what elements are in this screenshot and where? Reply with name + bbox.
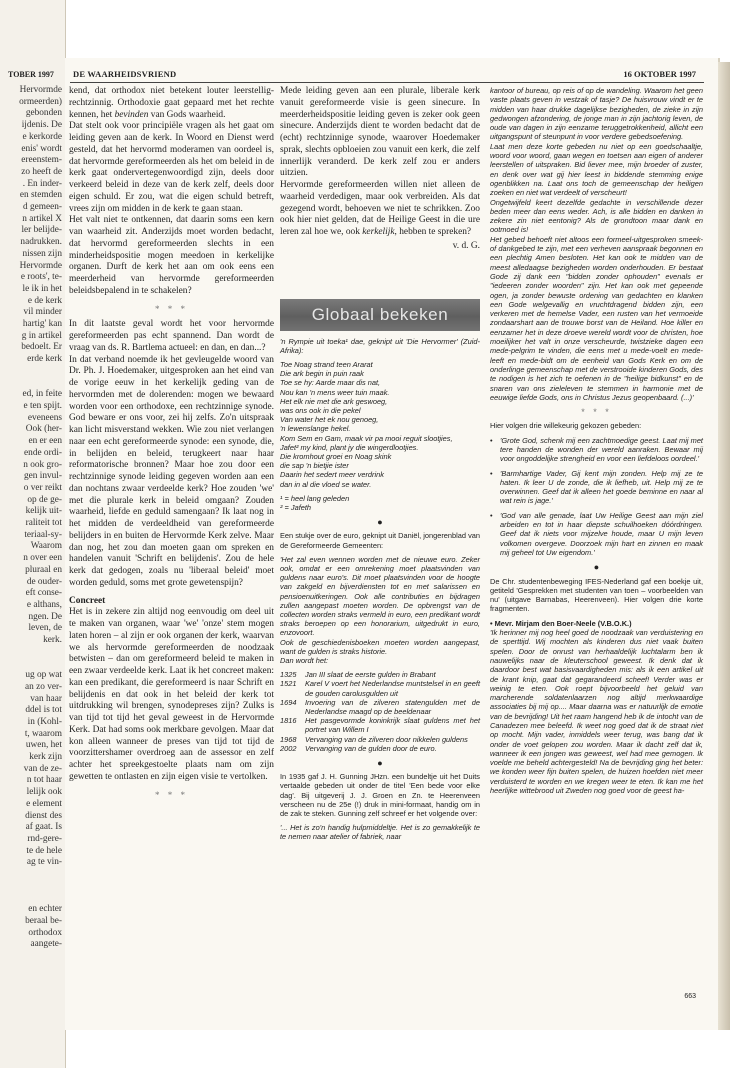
spine-line: zo heeft de xyxy=(21,166,62,177)
column-left xyxy=(69,86,274,805)
spine-line: pluraal en xyxy=(25,564,62,575)
poem: Toe Noag strand teen Ararat Die ark begin in puin raak Toe se hy: Aarde maar dis nat, Nou kan 'n mens weer tuin maak. Het elk nie met die ark geswoeg, was ons ook in die pekel Van water het ek nou genoeg, 'n lewenslange hekel. Kom Sem en Gam, maak vir pa mooi reguit slootjies, Jafet² my kind, plant jy die wingerdlootjies. Die kromhout groei en Noag skink die sap 'n bietjie ister Daarin het sedert meer verdrink dan in al die vloed se water. xyxy=(280,359,453,489)
spine-line xyxy=(0,658,62,670)
spine-line xyxy=(0,869,62,881)
spine-line: bedoelt. Er xyxy=(21,342,62,353)
section-divider: * * * xyxy=(581,407,612,418)
previous-page-spine xyxy=(0,0,66,1068)
paragraph: In dat verband noemde ik het gevleugelde woord van Dr. Ph. J. Hoedemaker, uitgesproken aan het eind van de vorige eeuw in het kerkelijk geding van de hervormden met de dolerenden: mogen we bewaard worden voor een orthodoxe, een rechtzinnige synode. God beware er ons voor, zei hij zelfs. Zo'n uitspraak kan licht misverstand wekken. Wie zou niet verlangen naar een echt gereformeerde synode: een synode, die, in belijden en beleid, terugkeert naar haar reformatorische bronnen? Maar hoe zou door een rechtzinnige synode leiding gegeven worden aan een dan nochtans zwaar verdeelde kerk? Hoe zouden 'we' met die plurale kerk in beleid omgaan? Zouden waarheid, liefde en geduld samengaan? Ik laat nog in het midden de verdeeldheid van gereformeerde belijders in en buiten de Hervormde Kerk zelve. Maar dan nog, het zou dan moeten gaan om spreken en handelen vanuit 'Schrift en belijdenis'. Zou de hele kerk dat gedogen, zoals nu 'liberaal beleid' moet worden geduld, soms met grote gewetenspijn? xyxy=(69,354,274,588)
prayer-text: 'Grote God, schenk mij een zachtmoedige geest. Laat mij met tere handen de wonden der wereld aanraken. Bewaar mij voor ongoddelijke strengheid en voor een liefdeloos oordeel.' xyxy=(500,435,703,464)
section-banner: Globaal bekeken xyxy=(280,299,480,331)
spine-line: d gemeen- xyxy=(23,202,62,213)
timeline-row xyxy=(280,670,480,679)
spine-line: in (Kohl- xyxy=(27,716,62,727)
spine-line: hartig' kan xyxy=(22,319,62,330)
spine-line: van de ze- xyxy=(23,763,62,774)
spine-line: n artikel X xyxy=(22,213,62,224)
spine-line: erde kerk xyxy=(27,354,62,365)
poem-intro: 'n Rympie uit toeka¹ dae, geknipt uit 'Die Hervormer' (Zuid-Afrika): xyxy=(280,336,480,355)
header-rule xyxy=(70,82,704,83)
spine-line: e ten spijt. xyxy=(23,400,62,411)
bullet-icon: • xyxy=(490,468,493,478)
spine-line: an zo ver- xyxy=(25,681,62,692)
spine-line: af gaat. Is xyxy=(25,822,62,833)
list-item xyxy=(490,469,703,506)
spine-line: vil minder xyxy=(23,307,62,318)
spine-line: kerk zijn xyxy=(29,752,62,763)
quote: kantoor of bureau, op reis of op de wandeling. Waarom het geen vaste plaats geven in vestzak of tasje? De huisvrouw vindt er te midden van haar drukke dagelijkse bezigheden, de zieke in zijn gedwongen afzondering, de jonge man in zijn jachtorig leven, de oude van dagen in zijn eenzame teruggetrokkenheid, allicht een uitgangspunt of steunpunt in voor verdere gebedsoefening. Laat men deze korte gebeden nu niet op een goedschaaltje, woord voor woord, gaan wegen en toetsen aan eigen of anderer leerstellen of uitspraken. Bid liever mee, mijn broeder of zuster, en denk over wat gij hier leest in biddende stemming enige ogenblikken na. Laat ons toch de gemeenschap der heiligen zoeken en niet wat verdeelt of verscheurt! Ongetwijfeld keert dezelfde gedachte in verschillende dezer beden meer dan eens weder. Ach, is alle bidden en danken in zekere zin niet eentonig? Als de grondtoon maar dank en ootmoed is! Het gebed behoeft niet altoos een formeel-uitgesproken smeek- of dankgebed te zijn, met een verheven aanspraak begonnen en een plechtig Amen besloten. Het kan ook te midden van de meest alledaagse bezigheden worden onderhouden. Er bestaat Gode zij dank een "bidden zonder ophouden" evenals er "iedeeren zonder woorden" zijn. Het kan ook met gepeende ogen, ja zonder bewuste ordening van gedachten en klanken een Gode welgevallig en vruchtdragend bidden zijn, een verkeren met de hemelse Vader, een rusten van het vermoeide zondaarshart aan de trouwe borst van de Heiland. Hoe killer en eenzamer het in deze droeve wereld wordt voor de christen, hoe moeilijker het valt in onze verscheurde, twistzieke dagen een mede-pelgrim te vinden, die eens met u mede-voelt en mede-leeft en mede-bidt om de eenheid van Gods Kerk en om de onderlinge gemeenschap met de verstrooide kinderen Gods, des te nodigen is het zich te oefenen in de "heilige bidkunst" en de snaren van ons zieleleven te stemmen in harmonie met de eeuwige liefde Gods, ons in Christus Jezus geopenbaard. (...)' xyxy=(490,86,703,402)
spine-line: eveneens xyxy=(27,412,62,423)
list-item xyxy=(490,436,703,464)
timeline-row xyxy=(280,735,480,744)
paragraph: In 1935 gaf J. H. Gunning JHzn. een bundeltje uit het Duits vertaalde gebeden uit onder de titel 'Een bede voor elke dag'. Bij uitgeverij J. J. Groen en Zn. te Heerenveen verscheen nu de 25e (!) druk in mini-formaat, handig om in de zak te steken. Gunning zelf schreef er het volgende over: xyxy=(280,772,480,819)
newspaper-page xyxy=(65,58,720,1030)
spine-line: orthodox xyxy=(28,927,62,938)
spine-line: ngen. De xyxy=(28,611,62,622)
spine-line: n tot haar xyxy=(26,775,62,786)
spine-line: nadrukken. xyxy=(20,237,62,248)
spine-line: Waarom xyxy=(30,541,62,552)
spine-line: teriaal-sy- xyxy=(24,529,62,540)
timeline xyxy=(280,670,480,753)
spine-line: . En inder- xyxy=(22,178,62,189)
timeline-row xyxy=(280,744,480,753)
publication-date: 16 OKTOBER 1997 xyxy=(623,69,696,79)
paragraph: Hier volgen drie willekeurig gekozen gebeden: xyxy=(490,421,642,431)
spine-line: Hervormde xyxy=(19,85,62,95)
column-middle xyxy=(280,86,480,842)
paragraph: Het valt niet te ontkennen, dat daarin soms een kern van waarheid zit. Anderzijds moet worden bedacht, dat hervormd gereformeerden slechts in een minderheidspositie mogen meedoen in kerkelijke organen. Durft de kerk het aan om ook eens een meerderheid van hervormde gereformeerden beleidsbepalend in te schakelen? xyxy=(69,215,274,296)
paragraph: Mede leiding geven aan een plurale, liberale kerk vanuit gereformeerde visie is geen sinecure. In meerderheidspositie leiding geven is zeker ook geen sinecure. Anderzijds dient te worden bedacht dat de (echt) rechtzinnige synode, waarover Hoedemaker sprak, slechts opbloeien zou vanuit een kerk, die zelf innerlijk veranderd. De kerk zelf zou er anders uitzien. xyxy=(280,86,480,179)
spine-line: en echter xyxy=(28,904,62,915)
spine-line: eft conse- xyxy=(25,588,62,599)
quote: '... Het is zo'n handig hulpmiddeltje. Het is zo gemakkelijk te te nemen naar atelier of fabriek, naar xyxy=(280,823,480,842)
paragraph: Een stukje over de euro, geknipt uit Daniël, jongerenblad van de Gereformeerde Gemeenten: xyxy=(280,531,480,550)
timeline-year: 1325 xyxy=(280,670,297,680)
timeline-row xyxy=(280,679,480,697)
timeline-year: 1694 xyxy=(280,697,297,707)
prayer-text: 'God van alle genade, laat Uw Heilige Geest aan mijn ziel arbeiden en tot in haar diepste schuilhoeken dóórdringen. Geef dat ik niets voor mijzelve houde, maar U mijn leven volkomen overgeve. Doorzoek mijn hart en zinnen en maak mij geheel tot Uw eigendom.' xyxy=(500,510,703,557)
spine-line: gebonden xyxy=(25,108,62,119)
timeline-event: Invoering van de zilveren statengulden met de Nederlandse maagd op de beeldenaar xyxy=(305,697,480,717)
spine-line: gen invul- xyxy=(24,471,62,482)
timeline-year: 1968 xyxy=(280,734,297,744)
timeline-row xyxy=(280,698,480,716)
spine-line xyxy=(0,378,62,390)
subheading: Concreet xyxy=(69,595,106,606)
spine-line: ereenstem- xyxy=(21,155,62,166)
spine-line: en stemden xyxy=(19,190,62,201)
spine-line: e de kerk xyxy=(27,295,62,306)
page-number: 663 xyxy=(684,993,696,1000)
section-divider: * * * xyxy=(155,303,188,314)
spine-line: ag te vin- xyxy=(26,857,62,868)
footnotes: ¹ = heel lang geleden ² = Jafeth xyxy=(280,493,350,512)
spine-line: ijdenis. De xyxy=(21,120,62,131)
spine-line: beraal be- xyxy=(25,915,62,926)
author-signature: v. d. G. xyxy=(452,240,480,251)
previous-page-header: TOBER 1997 xyxy=(8,70,54,79)
timeline-year: 2002 xyxy=(280,743,297,753)
paragraph: kend, dat orthodox niet betekent louter leerstellig-rechtzinnig. Orthodoxie gaat gepaard met het rechte kennen, het bevinden van Gods waarheid. xyxy=(69,86,274,120)
spine-line: lelijk ook xyxy=(26,787,62,798)
spine-line: e althans, xyxy=(26,599,62,610)
spine-line: en er een xyxy=(28,436,62,447)
spine-line: enis' wordt xyxy=(21,143,62,154)
timeline-event: Jan III slaat de eerste gulden in Brabant xyxy=(305,670,436,680)
spine-line: nissen zijn xyxy=(22,248,62,259)
spine-line: e roots', te- xyxy=(20,272,62,283)
quote: 'Ik herinner mij nog heel goed de noodzaak van verduistering en de sperttijd. Wij mochten als kinderen dus niet vaak buiten spelen. Door de onrust van herhaaldelijk luchtalarm ben ik nauwelijks naar de kleuterschool geweest. Ik denk dat ik daardoor best wat basisvaardigheden mis: als ik een artikel uit de krant knip, gaat dat gegarandeerd scheef! Verder was er weinig te eten. Ook roept bijvoorbeeld het geluid van marcherende soldatenlaarzen nog altijd merkwaardige associaties bij mij op.... Maar daarna was er natuurlijk de emotie van de bevrijding! Uit het raam hangend heb ik de intocht van de Canadezen mee beleefd. Ik weet nog goed dat ik de straat niet op mocht. Mijn vader, inmiddels weer terug, was bang dat ik onder de voet gelopen zou worden. Maar ik dacht zelf dat ik, wanneer ik een jongen was geweest, wel had mee gemogen. Ik voelde me beheld achtergesteld! Na de bevrijding ging het beter: we konden weer fijn buiten spelen, de huizen hoefden niet meer verduisterd te worden en we kregen weer te eten. Ik kan me het heerlijke wittebrood uit Zweden nog goed voor de geest ha- xyxy=(490,628,703,796)
spine-line: aangete- xyxy=(30,939,62,950)
page-edge xyxy=(718,62,730,1030)
separator-dot: ● xyxy=(377,758,383,769)
spine-line: dienst des xyxy=(25,810,62,821)
paragraph: In dit laatste geval wordt het voor hervormde gereformeerden pas echt spannend. Dan wordt de vraag van ds. R. Bartlema actueel: en dan, en dan...? xyxy=(69,319,274,353)
spine-line: n over een xyxy=(23,553,62,564)
spine-line: g in artikel xyxy=(21,330,62,341)
spine-line: kelijk uit- xyxy=(25,506,62,517)
list-item xyxy=(490,511,703,557)
column-right xyxy=(490,86,703,795)
spine-line: le ik in het xyxy=(22,283,62,294)
spine-line: n ook gro- xyxy=(23,459,62,470)
timeline-year: 1816 xyxy=(280,716,297,726)
spine-line: Hervormde xyxy=(19,260,62,271)
bullet-icon: • xyxy=(490,435,493,445)
spine-line: de ouder- xyxy=(26,576,62,587)
prayer-list xyxy=(490,436,703,558)
timeline-event: Vervanging van de zilveren door nikkelen guldens xyxy=(305,734,468,744)
timeline-row xyxy=(280,716,480,734)
spine-line: ug op wat xyxy=(25,670,62,681)
paragraph: De Chr. studentenbeweging IFES-Nederland gaf een boekje uit, getiteld 'Gesprekken met studenten van toen – voorbeelden van nu' (uitgave Barnabas, Heerenveen). Hier volgen drie korte fragmenten. xyxy=(490,576,703,614)
separator-dot: ● xyxy=(377,517,383,528)
previous-page-text xyxy=(0,85,62,951)
timeline-event: Het pasgevormde koninkrijk slaat guldens met het portret van Willem I xyxy=(305,716,480,735)
spine-line: raliteit tot xyxy=(25,518,62,529)
spine-line: kerk. xyxy=(43,635,62,646)
spine-line: ed, in feite xyxy=(22,389,62,400)
spine-line: e kerkorde xyxy=(22,131,62,142)
spine-line: Ook (her- xyxy=(25,424,62,435)
spine-line: e element xyxy=(26,798,62,809)
prayer-text: 'Barmhartige Vader, Gij kent mijn zonden. Help mij ze te haten. Ik leer U de zonde, die ik liefheb, uit. Help mij ze te overwinnen. Geef dat ik alleen het goede beminne en naar al wat rein is jage.' xyxy=(500,468,703,506)
spine-line: te de hele xyxy=(26,845,62,856)
separator-dot: ● xyxy=(593,562,600,573)
spine-line xyxy=(0,893,62,905)
paragraph: Hervormde gereformeerden willen niet alleen de waarheid verdedigen, maar ook verbreiden. Als dat gezegend wordt, behoeven we niet te schrikken. Zoo ook hier niet gelden, dat de Heilige Geest in die ure leren zal hoe we, ook kerkelijk, hebben te spreken? xyxy=(280,180,480,237)
spine-line: rnd-gere- xyxy=(27,834,62,844)
spine-line xyxy=(0,647,62,659)
spine-line: ormeerden) xyxy=(19,96,62,107)
spine-line: uwen, het xyxy=(25,740,62,751)
spine-line: t, waarom xyxy=(24,728,62,739)
spine-line xyxy=(0,366,62,378)
spine-line: ddel is tot xyxy=(25,705,62,716)
bullet-icon: • xyxy=(490,510,493,520)
spine-line: ler belijde- xyxy=(21,225,62,236)
interviewee-name: • Mevr. Mirjam den Boer-Neele (V.B.O.K.) xyxy=(490,618,632,628)
spine-line: leven, de xyxy=(28,623,62,634)
spine-line: van haar xyxy=(30,693,62,704)
timeline-year: 1521 xyxy=(280,679,297,689)
timeline-event: Vervanging van de gulden door de euro. xyxy=(305,743,437,753)
timeline-event: Karel V voert het Nederlandse muntstelsel in en geeft de gouden carolusgulden uit xyxy=(305,679,481,698)
section-divider: * * * xyxy=(155,789,188,800)
spine-line: o ver reikt xyxy=(23,482,62,493)
spine-line: ende ordi- xyxy=(24,447,62,458)
spine-line xyxy=(0,881,62,893)
paragraph: Het is in zekere zin altijd nog eenvoudig om deel uit te maken van organen, waar 'we' 'onze' stem mogen laten horen – al zijn er ook organen der kerk, waarvan we als hervormde gereformeerden de noodzaak betwisten – dan om gereformeerd beleid te maken in een zwaar verdeelde kerk. Laat ik het concreet maken: kan een predikant, die gereformeerd is naar Schrift en belijdenis en dat ook in het beleid der kerk tot uitdrukking wil brengen, synodepreses zijn? Zulks is van tijd tot tijd het geval geweest in de Hervormde Kerk. Dat had soms ook merkbare gevolgen. Maar dat kon alleen wanneer de preses van tijd tot tijd de voorzittershamer overdroeg aan de assessor en zelf achter het spreekgestoelte plaats nam om zijn gewetten te ontlasten en zijn eigen visie te vertolken. xyxy=(69,607,274,782)
spine-line: op de ge- xyxy=(27,494,62,505)
publication-title: DE WAARHEIDSVRIEND xyxy=(73,69,177,79)
quote: 'Het zal even wennen worden met de nieuwe euro. Zeker ook, omdat er een omrekening moet plaatsvinden van guldens naar euro's. Dit moet plaatsvinden voor de hoogte van zakgeld en bijverdiensten tot en met salarissen en pensioenuitkeringen. Ook alle contributies en bijdragen zullen aangepast moeten worden. De opbrengst van de collecten worden straks vermeld in euro, een predikant wordt straks beroepen op een honorarium, uitgedrukt in euro, enzovoort. Ook de geschiedenisboeken moeten worden aangepast, want de gulden is straks historie. Dan wordt het: xyxy=(280,554,480,665)
paragraph: Dat stelt ook voor principiële vragen als het gaat om leiding geven aan de kerk. In Woord en Dienst werd gesteld, dat het hervormd moderamen van oordeel is, dat hervormde gereformeerden als het om beleid in de kerk gaat ondervertegenwoordigd zijn, deels door verkeerd beleid in deze van de kerk zelf, deels door eigen schuld. Er zou, wat die eigen schuld betreft, vrees zijn om midden in de kerk te gaan staan. xyxy=(69,121,274,214)
